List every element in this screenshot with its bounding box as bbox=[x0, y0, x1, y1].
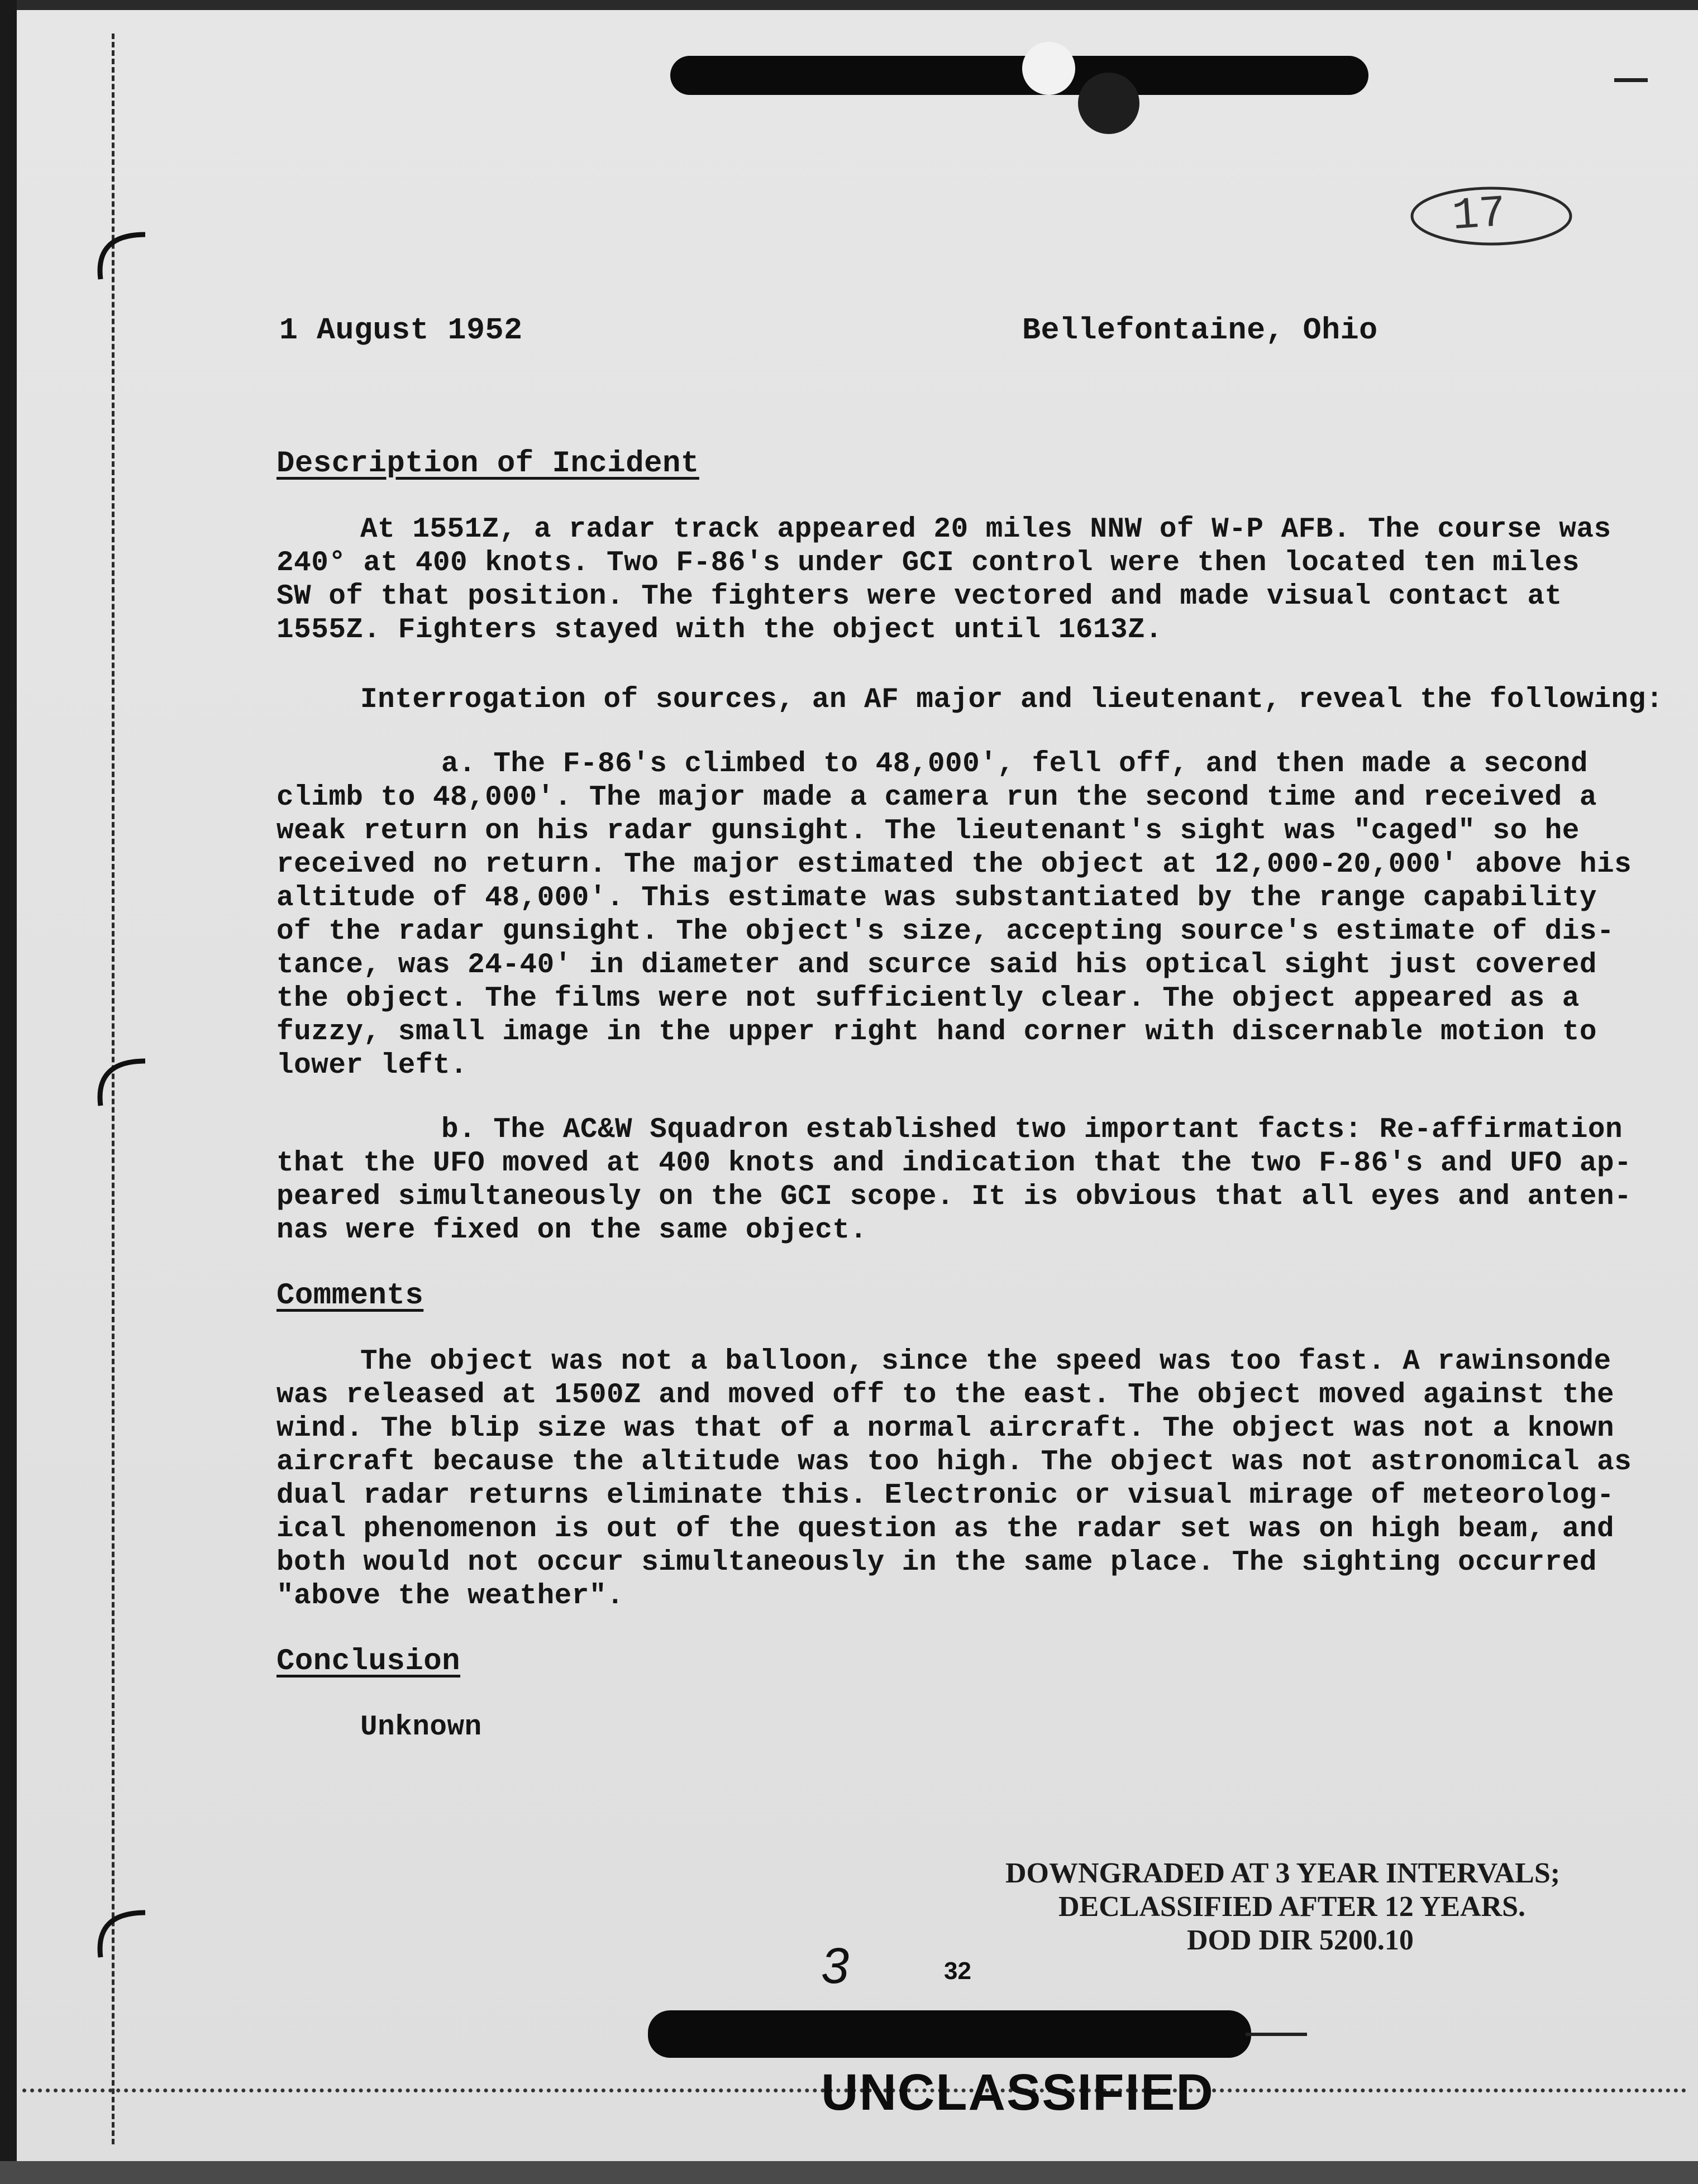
body-line: tance, was 24-40' in diameter and scurce said his optical sight just covered bbox=[276, 949, 1597, 981]
conclusion-text: Unknown bbox=[360, 1712, 482, 1743]
body-line: climb to 48,000'. The major made a camera run the second time and received a bbox=[276, 782, 1597, 814]
body-line: of the radar gunsight. The object's size, accepting source's estimate of dis- bbox=[276, 916, 1615, 948]
bottom-redaction-bar bbox=[648, 2010, 1251, 2058]
body-line: ical phenomenon is out of the question as the radar set was on high beam, and bbox=[276, 1513, 1615, 1545]
conclusion-heading: Conclusion bbox=[276, 1645, 461, 1679]
handwritten-page-number: 3 bbox=[821, 1938, 850, 1994]
body-line: dual radar returns eliminate this. Electronic or visual mirage of meteorolog- bbox=[276, 1480, 1615, 1512]
body-line: altitude of 48,000'. This estimate was substantiated by the range capability bbox=[276, 882, 1597, 914]
stamp-line: DOD DIR 5200.10 bbox=[1187, 1924, 1414, 1956]
incident-location: Bellefontaine, Ohio bbox=[1022, 313, 1378, 348]
body-line: 1555Z. Fighters stayed with the object until 1613Z. bbox=[276, 614, 1163, 646]
body-line: weak return on his radar gunsight. The lieutenant's sight was "caged" so he bbox=[276, 815, 1580, 847]
body-line: received no return. The major estimated the object at 12,000-20,000' above his bbox=[276, 849, 1632, 881]
body-line: "above the weather". bbox=[276, 1580, 624, 1612]
top-right-dash bbox=[1614, 78, 1648, 82]
stamp-line: DECLASSIFIED AFTER 12 YEARS. bbox=[1058, 1891, 1526, 1923]
body-line: was released at 1500Z and moved off to the east. The object moved against the bbox=[276, 1379, 1615, 1411]
stamp-line: DOWNGRADED AT 3 YEAR INTERVALS; bbox=[1005, 1857, 1561, 1889]
body-line: lower left. bbox=[276, 1050, 468, 1082]
redaction-tail-mark bbox=[1246, 2033, 1307, 2036]
top-redaction-bar bbox=[670, 56, 1368, 95]
body-line: 240° at 400 knots. Two F-86's under GCI control were then located ten miles bbox=[276, 547, 1580, 579]
body-line: b. The AC&W Squadron established two important facts: Re-affirmation bbox=[441, 1114, 1623, 1146]
classification-marking: UNCLASSIFIED bbox=[821, 2064, 1214, 2121]
description-heading: Description of Incident bbox=[276, 447, 699, 481]
top-punch-mark bbox=[1022, 42, 1075, 95]
body-line: nas were fixed on the same object. bbox=[276, 1215, 867, 1246]
body-line: At 1551Z, a radar track appeared 20 miles NNW of W-P AFB. The course was bbox=[360, 514, 1611, 546]
doc-number: 17 bbox=[1450, 188, 1508, 243]
body-line: The object was not a balloon, since the speed was too fast. A rawinsonde bbox=[360, 1346, 1611, 1378]
comments-heading: Comments bbox=[276, 1279, 424, 1313]
body-line: wind. The blip size was that of a normal aircraft. The object was not a known bbox=[276, 1413, 1615, 1445]
page-number: 32 bbox=[944, 1957, 971, 1985]
body-line: both would not occur simultaneously in the same place. The sighting occurred bbox=[276, 1547, 1597, 1579]
body-line: peared simultaneously on the GCI scope. It is obvious that all eyes and anten- bbox=[276, 1181, 1632, 1213]
body-line: that the UFO moved at 400 knots and indication that the two F-86's and UFO ap- bbox=[276, 1148, 1632, 1179]
punch-mark bbox=[84, 1901, 151, 1963]
body-line: aircraft because the altitude was too high. The object was not astronomical as bbox=[276, 1446, 1632, 1478]
scan-left-border bbox=[0, 0, 17, 2184]
top-dark-spot bbox=[1078, 73, 1139, 134]
punch-mark bbox=[84, 1050, 151, 1111]
punch-mark bbox=[84, 223, 151, 285]
scan-bottom-border bbox=[0, 2161, 1698, 2184]
body-line: the object. The films were not sufficiently clear. The object appeared as a bbox=[276, 983, 1580, 1015]
body-line: a. The F-86's climbed to 48,000', fell off, and then made a second bbox=[441, 748, 1588, 780]
body-line: Interrogation of sources, an AF major and lieutenant, reveal the following: bbox=[360, 684, 1663, 716]
incident-date: 1 August 1952 bbox=[279, 313, 523, 348]
scan-top-border bbox=[0, 0, 1698, 10]
body-line: fuzzy, small image in the upper right hand corner with discernable motion to bbox=[276, 1016, 1597, 1048]
body-line: SW of that position. The fighters were vectored and made visual contact at bbox=[276, 581, 1562, 613]
